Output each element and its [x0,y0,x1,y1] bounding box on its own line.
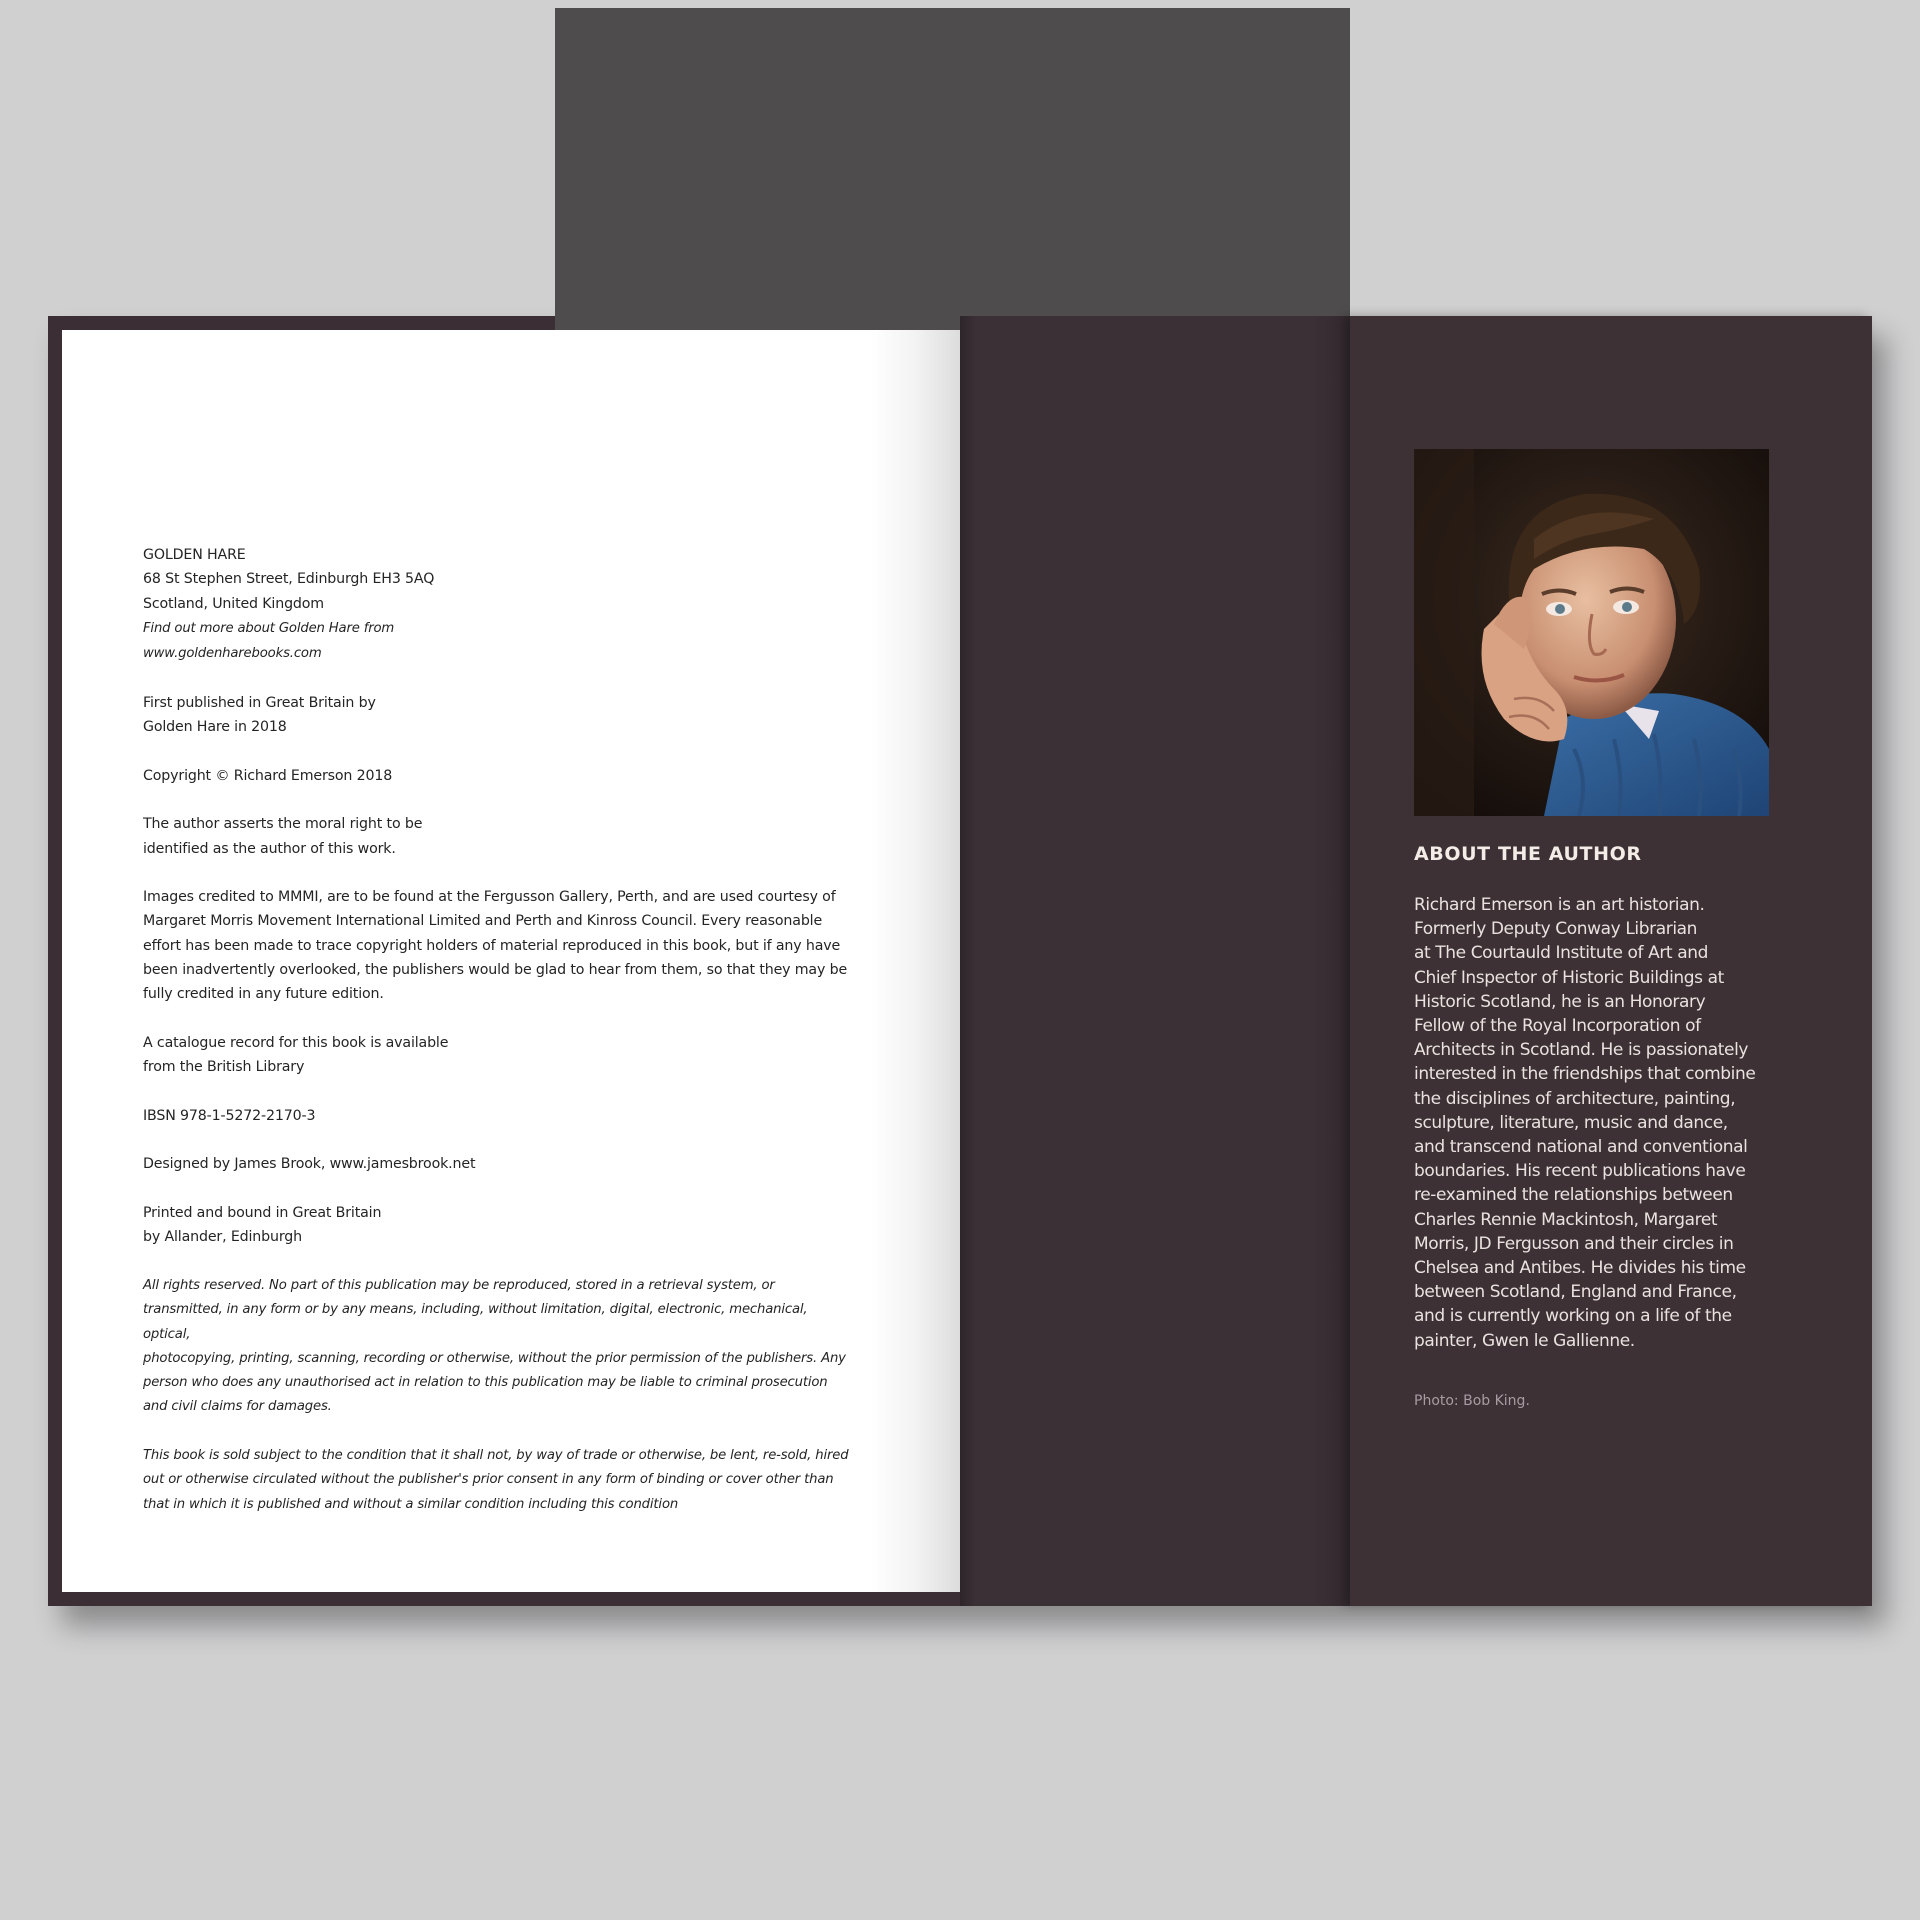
image-credits-line: Margaret Morris Movement International Limited and Perth and Kinross Council. Every reasonable [143,913,823,930]
bio-line: at The Courtauld Institute of Art and [1414,943,1708,964]
printer-line: Printed and bound in Great Britain [143,1205,382,1222]
first-published-line: First published in Great Britain by [143,694,376,711]
bio-line: sculpture, literature, music and dance, [1414,1112,1728,1133]
bio-line: Formerly Deputy Conway Librarian [1414,919,1698,940]
publisher-name: GOLDEN HARE [143,547,246,563]
isbn: IBSN 978-1-5272-2170-3 [143,1107,316,1124]
bio-line: between Scotland, England and France, [1414,1282,1737,1303]
bio-line: Chelsea and Antibes. He divides his time [1414,1258,1746,1279]
catalogue-line: A catalogue record for this book is available [143,1034,449,1051]
colophon-text [143,543,853,1541]
image-credits-line: been inadvertently overlooked, the publishers would be glad to hear from them, so that they may be [143,962,848,979]
bio-line: Charles Rennie Mackintosh, Margaret [1414,1209,1718,1230]
bio-line: and is currently working on a life of the [1414,1306,1732,1327]
catalogue-record [143,1031,853,1080]
designer-credit: Designed by James Brook, www.jamesbrook.net [143,1156,476,1173]
bio-line: Fellow of the Royal Incorporation of [1414,1016,1701,1037]
image-credits [143,885,853,1006]
rights-line: person who does any unauthorised act in relation to this publication may be liable to criminal prosecution [143,1375,828,1391]
author-photo [1414,449,1769,816]
bio-line: Chief Inspector of Historic Buildings at [1414,967,1724,988]
copyright-line: Copyright © Richard Emerson 2018 [143,767,393,784]
find-out-more: Find out more about Golden Hare from [143,620,395,636]
about-author-title: ABOUT THE AUTHOR [1414,843,1642,865]
bio-line: re-examined the relationships between [1414,1185,1733,1206]
author-bio [1414,893,1774,1353]
sale-line: This book is sold subject to the condition that it shall not, by way of trade or otherwise, be lent, re-sold, hired [143,1447,849,1463]
sale-condition [143,1444,853,1517]
moral-right-line: The author asserts the moral right to be [143,816,423,833]
rights-line: photocopying, printing, scanning, recording or otherwise, without the prior permission of the publishers. Any [143,1350,846,1366]
image-credits-line: fully credited in any future edition. [143,986,384,1003]
moral-right [143,812,853,861]
printer-credit [143,1201,853,1250]
bio-line: painter, Gwen le Gallienne. [1414,1330,1635,1351]
image-credits-line: effort has been made to trace copyright holders of material reproduced in this book, but if any have [143,937,841,954]
sale-line: out or otherwise circulated without the publisher's prior consent in any form of binding or cover other than [143,1472,834,1488]
first-published-line: Golden Hare in 2018 [143,719,287,736]
publisher-website: www.goldenharebooks.com [143,646,322,662]
publisher-address [143,543,853,666]
bio-line: Architects in Scotland. He is passionately [1414,1040,1749,1061]
moral-right-line: identified as the author of this work. [143,840,396,857]
bio-line: and transcend national and conventional [1414,1137,1748,1158]
bio-line: the disciplines of architecture, painting, [1414,1088,1736,1109]
inside-cover-panel [960,316,1350,1606]
sale-line: that in which it is published and without a similar condition including this condition [143,1496,679,1512]
catalogue-line: from the British Library [143,1059,305,1076]
rights-line: transmitted, in any form or by any means, including, without limitation, digital, electronic, mechanical, optical, [143,1302,808,1342]
bio-line: Historic Scotland, he is an Honorary [1414,991,1706,1012]
rights-reserved [143,1274,853,1420]
rights-line: All rights reserved. No part of this publication may be reproduced, stored in a retrieval system, or [143,1277,775,1293]
publisher-country: Scotland, United Kingdom [143,595,324,612]
first-published [143,691,853,740]
image-credits-line: Images credited to MMMI, are to be found at the Fergusson Gallery, Perth, and are used courtesy of [143,889,836,906]
printer-line: by Allander, Edinburgh [143,1229,302,1246]
bio-line: Morris, JD Fergusson and their circles in [1414,1233,1734,1254]
bio-line: Richard Emerson is an art historian. [1414,895,1705,915]
photo-credit: Photo: Bob King. [1414,1393,1530,1409]
publisher-street: 68 St Stephen Street, Edinburgh EH3 5AQ [143,571,435,588]
bio-line: interested in the friendships that combine [1414,1064,1756,1085]
rights-line: and civil claims for damages. [143,1399,332,1415]
bio-line: boundaries. His recent publications have [1414,1161,1746,1182]
